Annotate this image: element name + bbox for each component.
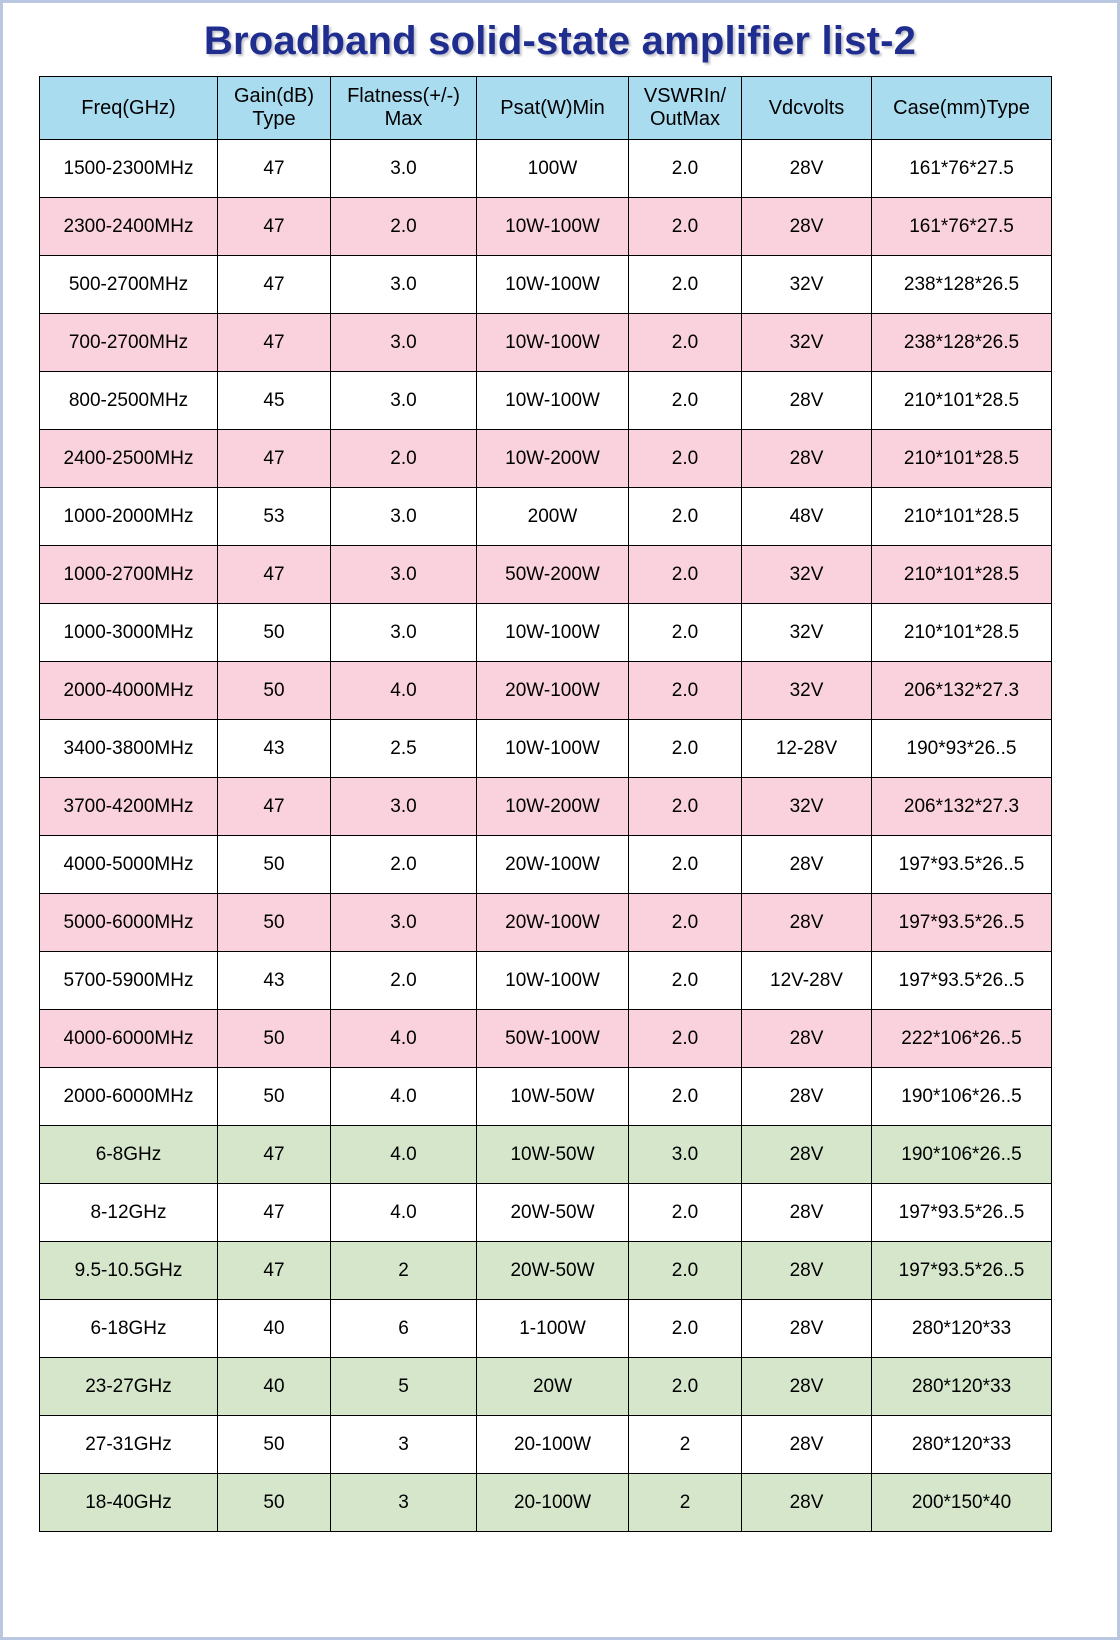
cell-r11-c1: 47 xyxy=(218,778,331,836)
cell-r14-c4: 2.0 xyxy=(629,952,742,1010)
header-row xyxy=(40,77,1052,140)
cell-r2-c6: 238*128*26.5 xyxy=(872,256,1052,314)
cell-r23-c2: 3 xyxy=(331,1474,477,1532)
cell-r14-c2: 2.0 xyxy=(331,952,477,1010)
cell-r15-c1: 50 xyxy=(218,1010,331,1068)
cell-r3-c0: 700-2700MHz xyxy=(40,314,218,372)
cell-r5-c1: 47 xyxy=(218,430,331,488)
column-header-line: Case(mm)Type xyxy=(893,96,1030,119)
table-container xyxy=(3,76,1117,1532)
cell-r8-c4: 2.0 xyxy=(629,604,742,662)
cell-r3-c5: 32V xyxy=(742,314,872,372)
cell-r11-c0: 3700-4200MHz xyxy=(40,778,218,836)
cell-r1-c3: 10W-100W xyxy=(477,198,629,256)
column-header-line: Freq(GHz) xyxy=(81,96,176,119)
cell-r23-c1: 50 xyxy=(218,1474,331,1532)
cell-r21-c3: 20W xyxy=(477,1358,629,1416)
table-row xyxy=(40,720,1052,778)
cell-r10-c1: 43 xyxy=(218,720,331,778)
cell-r20-c3: 1-100W xyxy=(477,1300,629,1358)
table-row xyxy=(40,894,1052,952)
cell-r13-c1: 50 xyxy=(218,894,331,952)
cell-r11-c4: 2.0 xyxy=(629,778,742,836)
cell-r10-c0: 3400-3800MHz xyxy=(40,720,218,778)
cell-r10-c3: 10W-100W xyxy=(477,720,629,778)
cell-r1-c6: 161*76*27.5 xyxy=(872,198,1052,256)
cell-r1-c4: 2.0 xyxy=(629,198,742,256)
cell-r6-c4: 2.0 xyxy=(629,488,742,546)
cell-r17-c0: 6-8GHz xyxy=(40,1126,218,1184)
cell-r3-c1: 47 xyxy=(218,314,331,372)
cell-r0-c2: 3.0 xyxy=(331,140,477,198)
table-row xyxy=(40,952,1052,1010)
cell-r13-c0: 5000-6000MHz xyxy=(40,894,218,952)
cell-r22-c4: 2 xyxy=(629,1416,742,1474)
cell-r23-c0: 18-40GHz xyxy=(40,1474,218,1532)
cell-r20-c4: 2.0 xyxy=(629,1300,742,1358)
cell-r16-c6: 190*106*26..5 xyxy=(872,1068,1052,1126)
table-row xyxy=(40,430,1052,488)
cell-r5-c6: 210*101*28.5 xyxy=(872,430,1052,488)
cell-r23-c5: 28V xyxy=(742,1474,872,1532)
cell-r0-c3: 100W xyxy=(477,140,629,198)
column-header-3 xyxy=(477,77,629,140)
cell-r19-c3: 20W-50W xyxy=(477,1242,629,1300)
cell-r4-c0: 800-2500MHz xyxy=(40,372,218,430)
column-header-line: VSWRIn/ xyxy=(643,85,727,107)
cell-r21-c1: 40 xyxy=(218,1358,331,1416)
amplifier-specs-table xyxy=(39,76,1052,1532)
cell-r15-c4: 2.0 xyxy=(629,1010,742,1068)
table-row xyxy=(40,1010,1052,1068)
cell-r22-c3: 20-100W xyxy=(477,1416,629,1474)
cell-r6-c2: 3.0 xyxy=(331,488,477,546)
cell-r9-c6: 206*132*27.3 xyxy=(872,662,1052,720)
cell-r18-c0: 8-12GHz xyxy=(40,1184,218,1242)
cell-r16-c5: 28V xyxy=(742,1068,872,1126)
cell-r17-c2: 4.0 xyxy=(331,1126,477,1184)
cell-r7-c2: 3.0 xyxy=(331,546,477,604)
cell-r13-c4: 2.0 xyxy=(629,894,742,952)
cell-r9-c0: 2000-4000MHz xyxy=(40,662,218,720)
cell-r12-c5: 28V xyxy=(742,836,872,894)
cell-r21-c4: 2.0 xyxy=(629,1358,742,1416)
cell-r13-c6: 197*93.5*26..5 xyxy=(872,894,1052,952)
cell-r19-c6: 197*93.5*26..5 xyxy=(872,1242,1052,1300)
table-row xyxy=(40,314,1052,372)
cell-r11-c6: 206*132*27.3 xyxy=(872,778,1052,836)
cell-r11-c5: 32V xyxy=(742,778,872,836)
cell-r2-c4: 2.0 xyxy=(629,256,742,314)
cell-r15-c5: 28V xyxy=(742,1010,872,1068)
cell-r17-c6: 190*106*26..5 xyxy=(872,1126,1052,1184)
column-header-line: OutMax xyxy=(649,108,721,130)
cell-r22-c5: 28V xyxy=(742,1416,872,1474)
cell-r21-c6: 280*120*33 xyxy=(872,1358,1052,1416)
cell-r2-c1: 47 xyxy=(218,256,331,314)
cell-r1-c2: 2.0 xyxy=(331,198,477,256)
cell-r5-c0: 2400-2500MHz xyxy=(40,430,218,488)
cell-r19-c5: 28V xyxy=(742,1242,872,1300)
cell-r14-c6: 197*93.5*26..5 xyxy=(872,952,1052,1010)
column-header-line: Type xyxy=(252,108,296,130)
cell-r20-c1: 40 xyxy=(218,1300,331,1358)
table-row xyxy=(40,1416,1052,1474)
table-row xyxy=(40,372,1052,430)
cell-r19-c1: 47 xyxy=(218,1242,331,1300)
cell-r16-c2: 4.0 xyxy=(331,1068,477,1126)
cell-r7-c5: 32V xyxy=(742,546,872,604)
cell-r8-c3: 10W-100W xyxy=(477,604,629,662)
table-row xyxy=(40,1184,1052,1242)
cell-r18-c6: 197*93.5*26..5 xyxy=(872,1184,1052,1242)
cell-r8-c6: 210*101*28.5 xyxy=(872,604,1052,662)
cell-r13-c2: 3.0 xyxy=(331,894,477,952)
cell-r16-c1: 50 xyxy=(218,1068,331,1126)
cell-r18-c2: 4.0 xyxy=(331,1184,477,1242)
column-header-5 xyxy=(742,77,872,140)
cell-r3-c3: 10W-100W xyxy=(477,314,629,372)
cell-r13-c5: 28V xyxy=(742,894,872,952)
cell-r16-c3: 10W-50W xyxy=(477,1068,629,1126)
cell-r0-c1: 47 xyxy=(218,140,331,198)
cell-r18-c4: 2.0 xyxy=(629,1184,742,1242)
cell-r9-c2: 4.0 xyxy=(331,662,477,720)
cell-r6-c6: 210*101*28.5 xyxy=(872,488,1052,546)
table-row xyxy=(40,1358,1052,1416)
cell-r12-c6: 197*93.5*26..5 xyxy=(872,836,1052,894)
cell-r4-c3: 10W-100W xyxy=(477,372,629,430)
cell-r1-c5: 28V xyxy=(742,198,872,256)
cell-r12-c2: 2.0 xyxy=(331,836,477,894)
cell-r19-c0: 9.5-10.5GHz xyxy=(40,1242,218,1300)
cell-r0-c0: 1500-2300MHz xyxy=(40,140,218,198)
table-row xyxy=(40,1068,1052,1126)
cell-r19-c4: 2.0 xyxy=(629,1242,742,1300)
cell-r16-c0: 2000-6000MHz xyxy=(40,1068,218,1126)
cell-r7-c4: 2.0 xyxy=(629,546,742,604)
cell-r4-c1: 45 xyxy=(218,372,331,430)
cell-r14-c1: 43 xyxy=(218,952,331,1010)
cell-r16-c4: 2.0 xyxy=(629,1068,742,1126)
cell-r11-c2: 3.0 xyxy=(331,778,477,836)
table-row xyxy=(40,488,1052,546)
cell-r9-c4: 2.0 xyxy=(629,662,742,720)
cell-r10-c4: 2.0 xyxy=(629,720,742,778)
cell-r18-c5: 28V xyxy=(742,1184,872,1242)
cell-r5-c4: 2.0 xyxy=(629,430,742,488)
cell-r20-c0: 6-18GHz xyxy=(40,1300,218,1358)
cell-r21-c2: 5 xyxy=(331,1358,477,1416)
cell-r17-c1: 47 xyxy=(218,1126,331,1184)
cell-r5-c3: 10W-200W xyxy=(477,430,629,488)
column-header-0 xyxy=(40,77,218,140)
cell-r11-c3: 10W-200W xyxy=(477,778,629,836)
cell-r8-c5: 32V xyxy=(742,604,872,662)
cell-r4-c2: 3.0 xyxy=(331,372,477,430)
cell-r22-c2: 3 xyxy=(331,1416,477,1474)
cell-r6-c0: 1000-2000MHz xyxy=(40,488,218,546)
cell-r4-c5: 28V xyxy=(742,372,872,430)
cell-r18-c1: 47 xyxy=(218,1184,331,1242)
cell-r20-c2: 6 xyxy=(331,1300,477,1358)
cell-r17-c4: 3.0 xyxy=(629,1126,742,1184)
cell-r6-c3: 200W xyxy=(477,488,629,546)
cell-r22-c0: 27-31GHz xyxy=(40,1416,218,1474)
table-row xyxy=(40,198,1052,256)
cell-r3-c2: 3.0 xyxy=(331,314,477,372)
cell-r2-c0: 500-2700MHz xyxy=(40,256,218,314)
cell-r21-c5: 28V xyxy=(742,1358,872,1416)
cell-r22-c1: 50 xyxy=(218,1416,331,1474)
cell-r1-c1: 47 xyxy=(218,198,331,256)
cell-r7-c0: 1000-2700MHz xyxy=(40,546,218,604)
cell-r6-c1: 53 xyxy=(218,488,331,546)
cell-r19-c2: 2 xyxy=(331,1242,477,1300)
cell-r15-c0: 4000-6000MHz xyxy=(40,1010,218,1068)
table-row xyxy=(40,604,1052,662)
cell-r7-c6: 210*101*28.5 xyxy=(872,546,1052,604)
cell-r20-c6: 280*120*33 xyxy=(872,1300,1052,1358)
cell-r5-c5: 28V xyxy=(742,430,872,488)
cell-r7-c3: 50W-200W xyxy=(477,546,629,604)
cell-r13-c3: 20W-100W xyxy=(477,894,629,952)
column-header-6 xyxy=(872,77,1052,140)
cell-r15-c6: 222*106*26..5 xyxy=(872,1010,1052,1068)
cell-r23-c3: 20-100W xyxy=(477,1474,629,1532)
cell-r8-c0: 1000-3000MHz xyxy=(40,604,218,662)
column-header-1 xyxy=(218,77,331,140)
cell-r5-c2: 2.0 xyxy=(331,430,477,488)
cell-r10-c5: 12-28V xyxy=(742,720,872,778)
cell-r3-c6: 238*128*26.5 xyxy=(872,314,1052,372)
cell-r23-c6: 200*150*40 xyxy=(872,1474,1052,1532)
cell-r17-c5: 28V xyxy=(742,1126,872,1184)
cell-r15-c3: 50W-100W xyxy=(477,1010,629,1068)
column-header-2 xyxy=(331,77,477,140)
cell-r12-c0: 4000-5000MHz xyxy=(40,836,218,894)
cell-r2-c5: 32V xyxy=(742,256,872,314)
table-row xyxy=(40,836,1052,894)
table-row xyxy=(40,256,1052,314)
cell-r18-c3: 20W-50W xyxy=(477,1184,629,1242)
table-row xyxy=(40,1474,1052,1532)
table-row xyxy=(40,778,1052,836)
cell-r20-c5: 28V xyxy=(742,1300,872,1358)
cell-r14-c3: 10W-100W xyxy=(477,952,629,1010)
cell-r9-c1: 50 xyxy=(218,662,331,720)
table-header xyxy=(40,77,1052,140)
cell-r22-c6: 280*120*33 xyxy=(872,1416,1052,1474)
cell-r6-c5: 48V xyxy=(742,488,872,546)
column-header-line: Gain(dB) xyxy=(233,85,315,107)
cell-r1-c0: 2300-2400MHz xyxy=(40,198,218,256)
cell-r23-c4: 2 xyxy=(629,1474,742,1532)
cell-r9-c5: 32V xyxy=(742,662,872,720)
column-header-line: Vdcvolts xyxy=(768,96,845,119)
table-row xyxy=(40,1126,1052,1184)
cell-r8-c2: 3.0 xyxy=(331,604,477,662)
cell-r10-c6: 190*93*26..5 xyxy=(872,720,1052,778)
cell-r0-c5: 28V xyxy=(742,140,872,198)
column-header-line: Max xyxy=(384,108,423,130)
cell-r15-c2: 4.0 xyxy=(331,1010,477,1068)
cell-r10-c2: 2.5 xyxy=(331,720,477,778)
cell-r0-c4: 2.0 xyxy=(629,140,742,198)
cell-r4-c6: 210*101*28.5 xyxy=(872,372,1052,430)
table-row xyxy=(40,1242,1052,1300)
cell-r14-c0: 5700-5900MHz xyxy=(40,952,218,1010)
cell-r17-c3: 10W-50W xyxy=(477,1126,629,1184)
page-title: Broadband solid-state amplifier list-2 xyxy=(203,19,917,63)
cell-r14-c5: 12V-28V xyxy=(742,952,872,1010)
cell-r12-c4: 2.0 xyxy=(629,836,742,894)
column-header-line: Psat(W)Min xyxy=(500,96,605,119)
cell-r12-c1: 50 xyxy=(218,836,331,894)
cell-r9-c3: 20W-100W xyxy=(477,662,629,720)
cell-r2-c3: 10W-100W xyxy=(477,256,629,314)
cell-r8-c1: 50 xyxy=(218,604,331,662)
table-row xyxy=(40,662,1052,720)
cell-r4-c4: 2.0 xyxy=(629,372,742,430)
cell-r21-c0: 23-27GHz xyxy=(40,1358,218,1416)
table-body xyxy=(40,140,1052,1532)
cell-r0-c6: 161*76*27.5 xyxy=(872,140,1052,198)
table-row xyxy=(40,546,1052,604)
cell-r12-c3: 20W-100W xyxy=(477,836,629,894)
cell-r7-c1: 47 xyxy=(218,546,331,604)
column-header-4 xyxy=(629,77,742,140)
table-row xyxy=(40,1300,1052,1358)
column-header-line: Flatness(+/-) xyxy=(347,85,460,107)
cell-r2-c2: 3.0 xyxy=(331,256,477,314)
cell-r3-c4: 2.0 xyxy=(629,314,742,372)
table-row xyxy=(40,140,1052,198)
